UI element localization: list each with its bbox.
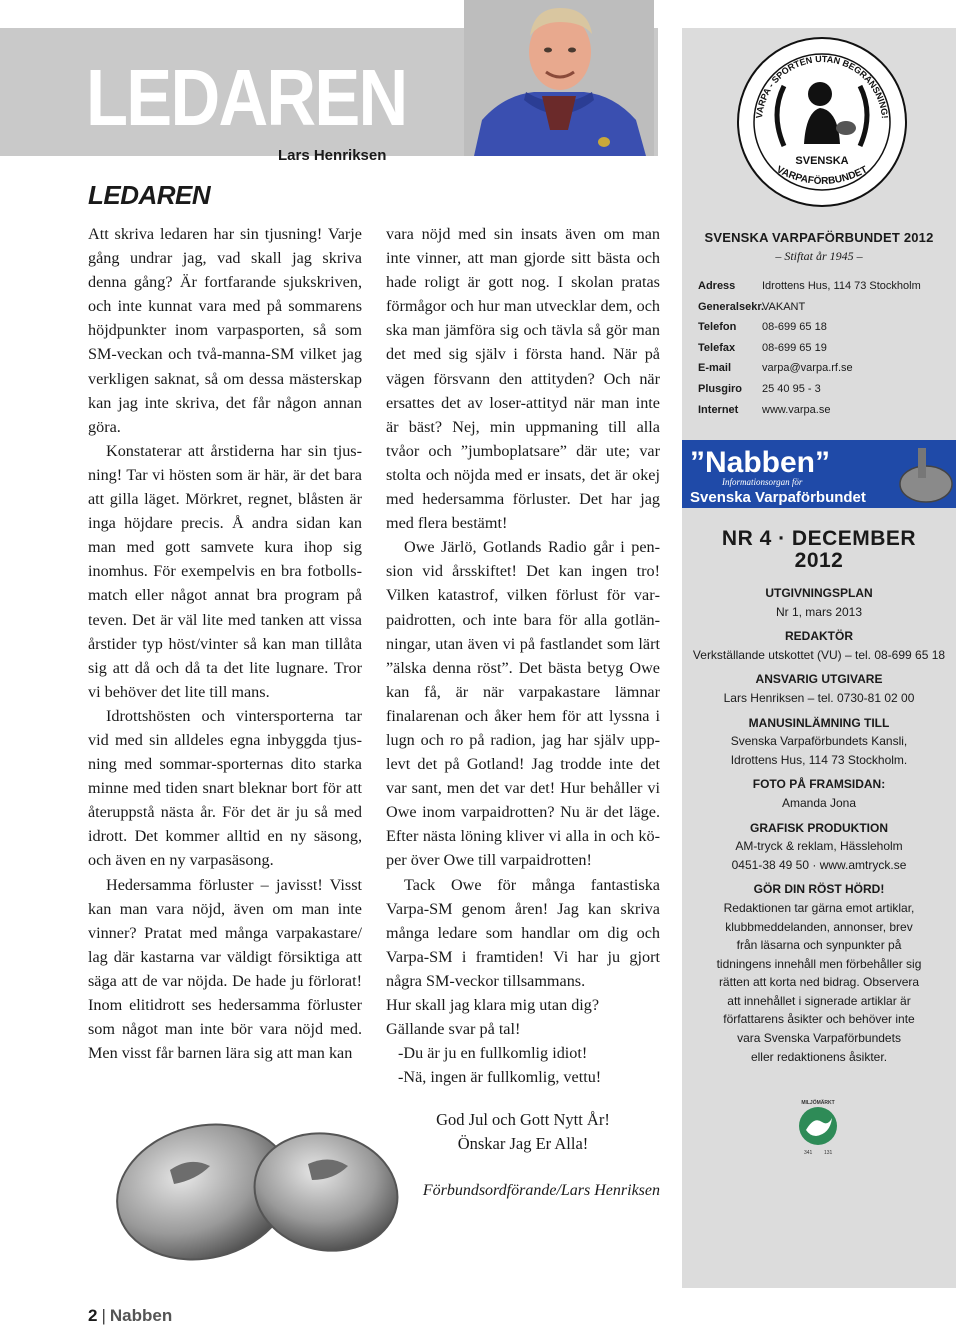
varpa-stones-image [112, 1100, 402, 1268]
sidebar [682, 28, 956, 1288]
greeting-line: Önskar Jag Er Alla! [457, 1134, 589, 1153]
publication-name: Nabben [109, 1306, 173, 1325]
ecolabel-number: 341 [804, 1150, 813, 1156]
contact-label: Telefon [698, 321, 737, 334]
contact-list [698, 280, 948, 424]
ecolabel-number: 131 [824, 1150, 833, 1156]
issue-number: NR 4 · DECEMBER [721, 527, 917, 550]
paragraph: vara nöjd med sin insats även om man inte vinner, att man gjorde sitt bästa och hade roligt är gott nog. I skolan pratas förmågor och hur man utvecklar dem, och ska man jämföra sig och tävla så gör man det med sig själv i första hand. När på vägen försvann den attityden? Och när ersattes det av loser-attityd när man inte är bäst? Nej, min uppmaning till alla tvåor och ”jumboplatsare” där ute; var stolta och nöjda med er insats, det är okej med hedersamma förluster. Det har jag med flera bestämt! [386, 225, 660, 533]
author-portrait [464, 0, 654, 156]
imprint-line: Amanda Jona [781, 795, 857, 810]
paragraph: Att skriva ledaren har sin tjusning! Varje gång undrar jag, vad skall jag skriva denna gång? Är fortfarande sjukskriven, och inte kunnat vara med på sommarens höjdpunkter inom varpasporten, så som SM-veckan och två-manna-SM vilket jag verkligen saknat, så om dessa mästerskap kan jag inte skriva, det får någon annan göra. [88, 225, 362, 436]
imprint-heading: GÖR DIN RÖST HÖRD! [753, 882, 885, 897]
imprint-line: rätten att korta ned bidrag. Observera [718, 975, 920, 990]
contact-row [698, 321, 948, 342]
imprint-heading: REDAKTÖR [785, 629, 853, 644]
contact-row [698, 342, 948, 363]
section-heading: LEDAREN [88, 180, 211, 210]
contact-value: 08-699 65 18 [762, 321, 827, 334]
page-footer [88, 1306, 172, 1326]
emblem-bottom-text: SVENSKA [795, 155, 849, 167]
contact-value: Idrottens Hus, 114 73 Stockholm [762, 280, 921, 292]
contact-row [698, 280, 948, 301]
federation-emblem [734, 34, 910, 210]
contact-value: 08-699 65 19 [762, 341, 827, 354]
ecolabel-swan-icon [792, 1096, 844, 1158]
contact-label: Plusgiro [698, 382, 743, 395]
paragraph: -Du är ju en fullkomlig idiot! [398, 1044, 588, 1063]
contact-row [698, 301, 948, 322]
page-number: 2 [88, 1306, 98, 1325]
imprint-line: författarens åsikter och behöver inte [723, 1012, 915, 1027]
nabben-logo [682, 440, 956, 508]
imprint-heading: MANUSINLÄMNING TILL [748, 715, 890, 730]
imprint-line: 0451-38 49 50 · www.amtryck.se [731, 857, 907, 872]
imprint-heading: FOTO PÅ FRAMSIDAN: [752, 777, 886, 792]
imprint-line: från läsarna och synpunkter på [736, 938, 902, 953]
imprint-line: Verkställande utskottet (VU) – tel. 08-699 65 18 [692, 647, 946, 662]
contact-value: 25 40 95 - 3 [762, 382, 821, 395]
contact-label: Internet [698, 403, 739, 416]
paragraph: Owe Järlö, Gotlands Radio går i pension vid årsskiftet! Det kan ingen tro! Vilken katastrof, vilken förlust för varpaidrotten, och inte bara för alla gotlänningar, utan även vi på fastlandet som lärt ”älska denna röst”. Det bästa betyg Owe kan få, är när varpakastare lämnar finalarenan och åker hem för att lyssna i lugn och ro på radion, jag har själv upplevt det på Gotland! Jag trodde inte det var sant, men det var det! Hur behåller vi Owe inom varpaidrotten? Nu är det läge. Efter nästa löning kliver vi alla in och köper över Owe till varpaidrotten! [386, 538, 660, 870]
imprint-line: Svenska Varpaförbundets Kansli, [730, 734, 908, 749]
footer-separator: | [101, 1306, 106, 1325]
issue-heading [682, 528, 956, 572]
logo-subtitle: Informationsorgan för [722, 477, 803, 487]
paragraph: Hur skall jag klara mig utan dig? [386, 996, 600, 1014]
logo-title: ”Nabben” [690, 446, 831, 479]
emblem-top-text: VARPA - SPORTEN UTAN BEGRÄNSNING! [754, 53, 890, 119]
imprint-line: tidningens innehåll men förbehåller sig [716, 956, 922, 971]
contact-label: Telefax [698, 341, 736, 354]
ecolabel-text: MILJÖMÄRKT [801, 1100, 835, 1106]
contact-row [698, 383, 948, 404]
contact-row [698, 362, 948, 383]
imprint-line: Nr 1, mars 2013 [775, 604, 863, 619]
imprint-line: klubbmeddelanden, annonser, brev [725, 919, 913, 934]
paragraph: Tack Owe för många fantastiska Varpa-SM genom åren! Jag kan skriva många ledare som handlar om dig och Varpa-SM i framtiden! Vi har ju gjort några SM-veckor tillsammans. [386, 875, 660, 990]
page-title: LEDAREN [86, 53, 407, 142]
paragraph: Hedersamma förluster – javisst! Visst kan man vara nöjd, även om man inte vinner? Pratat med många varpakastare/ lag där kastarna var väldigt försiktiga att säga att de var nöjda. De hade ju förlorat! Inom elitidrott ses hedersamma förluster som något man inte bör vara nöjd med. Men visst får barnen lära sig att man kan [88, 875, 362, 1063]
paragraph: Konstaterar att årstiderna har sin tjusning! Tar vi hösten som är här, är det bara att gilla läget. Mörkret, regnet, blåsten är inga höjdare precis. Å andra sidan kan man med gott samvete kura ihop sig inomhus. För exempelvis en bra fotbollsmatch eller något annat bra program på teven. Det är väl lite med tanken att vissa årstider typ höst/vinter så kan man tillåta sig att då och då ta det lite lugnare. Tror vi behöver det lite till mans. [88, 441, 362, 701]
contact-value: varpa@varpa.rf.se [762, 362, 853, 375]
imprint-heading: UTGIVNINGSPLAN [765, 586, 873, 600]
organization-name: SVENSKA VARPAFÖRBUNDET 2012 [704, 230, 934, 245]
paragraph: -Nä, ingen är fullkomlig, vettu! [398, 1068, 602, 1087]
imprint-line: eller redaktionens åsikter. [750, 1049, 888, 1064]
contact-row [698, 404, 948, 425]
imprint-line: Lars Henriksen – tel. 0730-81 02 00 [723, 690, 915, 705]
paragraph: Gällande svar på tal! [386, 1020, 521, 1039]
contact-label: Adress [698, 280, 736, 292]
paragraph: Idrottshösten och vintersporterna tar vid med sin alldeles egna inbyggda tjusning med sommar-sporternas dito starka minne med tiden snart bleknar bort för att återuppstå nästa år. För det är ju så med idrott. Det kommer alltid en ny säsong, och även en ny varpasäsong. [88, 706, 362, 870]
logo-org: Svenska Varpaförbundet [690, 489, 866, 506]
contact-label: Generalsekr. [698, 300, 765, 313]
imprint-heading: ANSVARIG UTGIVARE [755, 672, 883, 687]
imprint-line: Redaktionen tar gärna emot artiklar, [723, 900, 915, 915]
issue-year: 2012 [794, 549, 844, 572]
signature: Förbundsordförande/Lars Henriksen [422, 1182, 660, 1199]
contact-value: www.varpa.se [762, 403, 831, 416]
emblem-bottom-text: VARPAFÖRBUNDET [774, 164, 870, 188]
greeting-line: God Jul och Gott Nytt År! [436, 1110, 610, 1129]
article-column-1 [88, 222, 362, 1065]
article-column-2 [386, 222, 660, 1089]
imprint-line: Idrottens Hus, 114 73 Stockholm. [730, 752, 908, 767]
imprint-line: att innehållet i signerade artiklar är [727, 993, 911, 1008]
contact-value: VAKANT [762, 300, 806, 313]
imprint [682, 584, 956, 1066]
founded-line: – Stiftat år 1945 – [775, 249, 863, 263]
imprint-heading: GRAFISK PRODUKTION [750, 820, 888, 835]
closing-greeting [386, 1108, 660, 1156]
header-author: Lars Henriksen [278, 147, 387, 164]
imprint-line: AM-tryck & reklam, Hässleholm [735, 839, 903, 854]
imprint-line: vara Svenska Varpaförbundets [737, 1031, 901, 1046]
contact-label: E-mail [698, 362, 732, 375]
